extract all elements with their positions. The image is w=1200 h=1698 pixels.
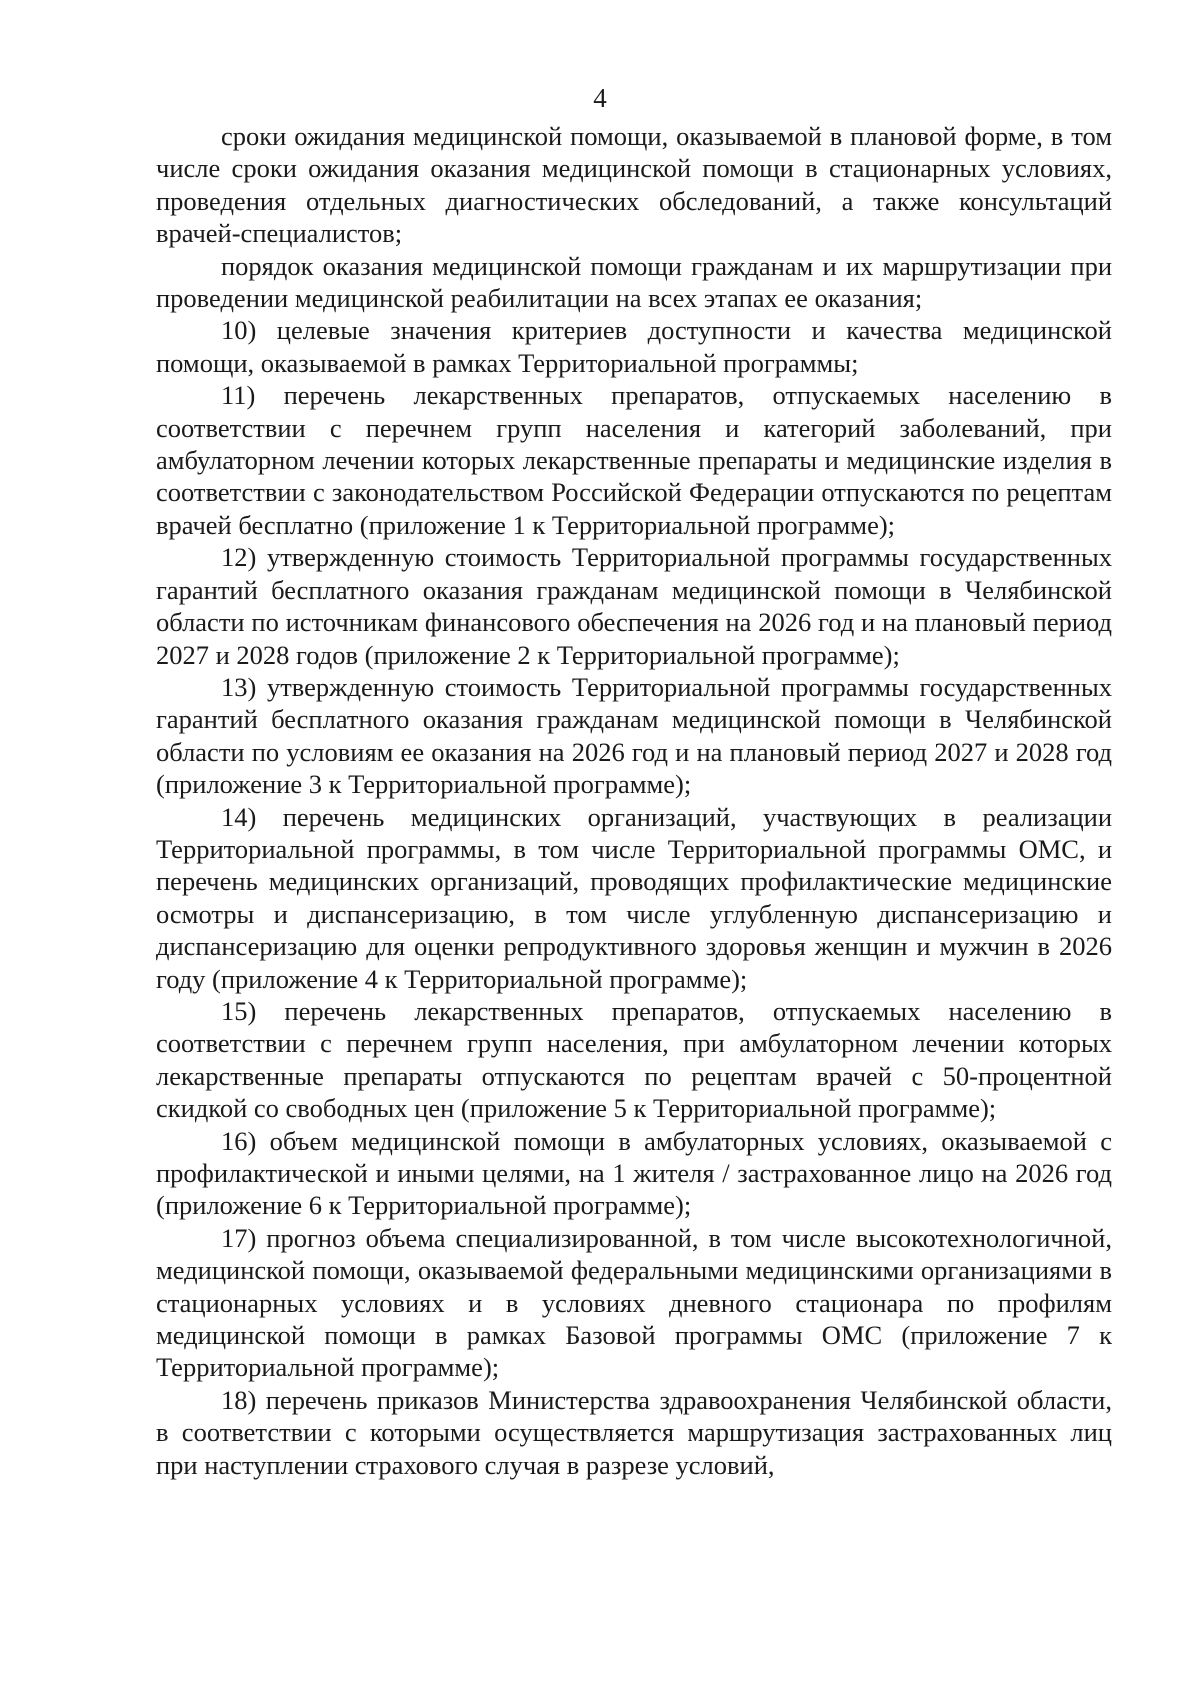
paragraph-item-12: 12) утвержденную стоимость Территориальной программы государственных гарантий бесплатного оказания гражданам медицинской помощи в Челябинской области по источникам финансового обеспечения на 2026 год и на плановый период 2027 и 2028 годов (приложение 2 к Территориальной программе); — [156, 542, 1112, 670]
paragraph-item-14: 14) перечень медицинских организаций, участвующих в реализации Территориальной программы, в том числе Территориальной программы ОМС, и перечень медицинских организаций, проводящих профилактические медицинские осмотры и диспансеризацию, в том числе углубленную диспансеризацию и диспансеризацию для оценки репродуктивного здоровья женщин и мужчин в 2026 году (приложение 4 к Территориальной программе); — [156, 801, 1112, 994]
paragraph-item-18: 18) перечень приказов Министерства здравоохранения Челябинской области, в соответствии с которыми осуществляется маршрутизация застрахованных лиц при наступлении страхового случая в разрезе условий, — [156, 1384, 1112, 1480]
paragraph-item-17: 17) прогноз объема специализированной, в том числе высокотехнологичной, медицинской помощи, оказываемой федеральными медицинскими организациями в стационарных условиях и в условиях дневного стационара по профилям медицинской помощи в рамках Базовой программы ОМС (приложение 7 к Территориальной программе); — [156, 1222, 1112, 1383]
document-body — [156, 120, 1112, 1481]
paragraph-item-11: 11) перечень лекарственных препаратов, отпускаемых населению в соответствии с перечнем групп населения и категорий заболеваний, при амбулаторном лечении которых лекарственные препараты и медицинские изделия в соответствии с законодательством Российской Федерации отпускаются по рецептам врачей бесплатно (приложение 1 к Территориальной программе); — [156, 380, 1112, 540]
paragraph-item-13: 13) утвержденную стоимость Территориальной программы государственных гарантий бесплатного оказания гражданам медицинской помощи в Челябинской области по условиям ее оказания на 2026 год и на плановый период 2027 и 2028 год (приложение 3 к Территориальной программе); — [156, 671, 1112, 800]
paragraph-item-10: 10) целевые значения критериев доступности и качества медицинской помощи, оказываемой в рамках Территориальной программы; — [156, 315, 1112, 378]
paragraph-item-16: 16) объем медицинской помощи в амбулаторных условиях, оказываемой с профилактической и иными целями, на 1 жителя / застрахованное лицо на 2026 год (приложение 6 к Территориальной программе); — [156, 1125, 1112, 1221]
paragraph-rehabilitation-routing: порядок оказания медицинской помощи гражданам и их маршрутизации при проведении медицинской реабилитации на всех этапах ее оказания; — [156, 250, 1112, 314]
paragraph-item-15: 15) перечень лекарственных препаратов, отпускаемых населению в соответствии с перечнем групп населения, при амбулаторном лечении которых лекарственные препараты отпускаются по рецептам врачей с 50-процентной скидкой со свободных цен (приложение 5 к Территориальной программе); — [156, 995, 1112, 1124]
paragraph-waiting-times: сроки ожидания медицинской помощи, оказываемой в плановой форме, в том числе сроки ожидания оказания медицинской помощи в стационарных условиях, проведения отдельных диагностических обследований, а также консультаций врачей-специалистов; — [156, 121, 1112, 249]
page-number: 4 — [593, 83, 607, 113]
